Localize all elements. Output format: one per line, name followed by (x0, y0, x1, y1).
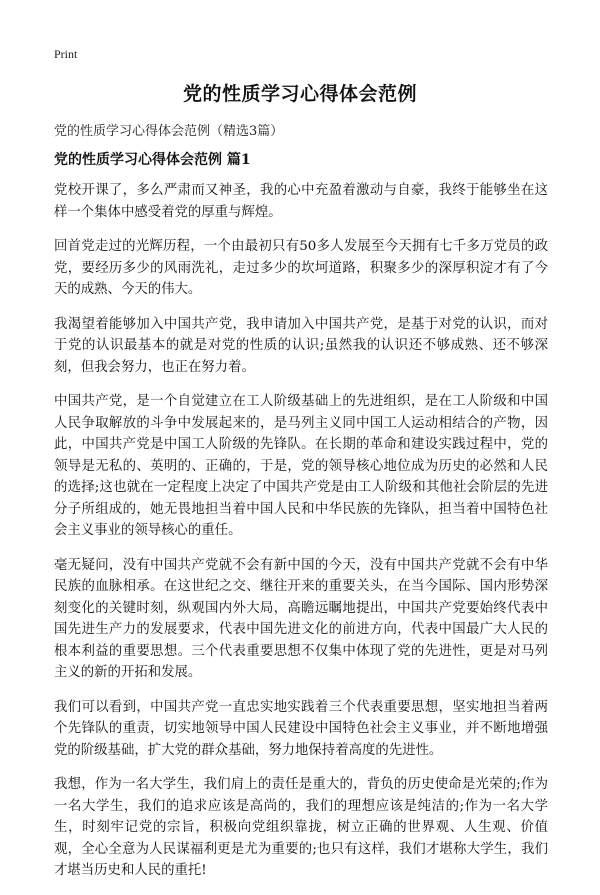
paragraph: 回首党走过的光辉历程，一个由最初只有50多人发展至今天拥有七千多万党员的政党，要经历多少的风雨洗礼，走过多少的坎坷道路，积聚多少的深厚积淀才有了今天的成熟、今天的伟大。 (54, 239, 548, 297)
paragraph: 中国共产党，是一个自觉建立在工人阶级基础上的先进组织，是在工人阶级和中国人民争取解放的斗争中发展起来的，是马列主义同中国工人运动相结合的产物，因此，中国共产党是中国工人阶级的先锋队。在长期的革命和建设实践过程中，党的领导是无私的、英明的、正确的，于是，党的领导核心地位成为历史的必然和人民的选择;这也就在一定程度上决定了中国共产党是由工人阶级和其他社会阶层的先进分子所组成的，她无畏地担当着中国人民和中华民族的先锋队，担当着中国特色社会主义事业的领导核心的重任。 (54, 394, 548, 538)
page-title: 党的性质学习心得体会范例 (182, 83, 417, 105)
paragraph: 我渴望着能够加入中国共产党，我申请加入中国共产党，是基于对党的认识，而对于党的认识最基本的就是对党的性质的认识;虽然我的认识还不够成熟、还不够深刻，但我会努力，也正在努力着。 (54, 316, 548, 375)
article-body (54, 180, 548, 895)
paragraph: 毫无疑问，没有中国共产党就不会有新中国的今天，没有中国共产党就不会有中华民族的血脉相承。在这世纪之交、继往开来的重要关头，在当今国际、国内形势深刻变化的关键时刻，纵观国内外大局，高瞻远瞩地提出，中国共产党要始终代表中国先进生产力的发展要求，代表中国先进文化的前进方向，代表中国最广大人民的根本利益的重要思想。三个代表重要思想不仅集中体现了党的先进性，更是对马列主义的新的开拓和发展。 (54, 557, 548, 680)
paragraph: 党校开课了，多么严肃而又神圣，我的心中充盈着激动与自豪，我终于能够坐在这样一个集体中感受着党的厚重与辉煌。 (54, 183, 548, 220)
paragraph: 我想，作为一名大学生，我们肩上的责任是重大的，背负的历史使命是光荣的;作为一名大学生，我们的追求应该是高尚的，我们的理想应该是纯洁的;作为一名大学生，时刻牢记党的宗旨，积极向党组织靠拢，树立正确的世界观、人生观、价值观，全心全意为人民谋福利更是尤为重要的;也只有这样，我们才堪称大学生，我们才堪当历史和人民的重托! (54, 777, 548, 878)
print-link[interactable]: Print (54, 47, 78, 61)
paragraph: 我们可以看到，中国共产党一直忠实地实践着三个代表重要思想，坚实地担当着两个先锋队的重责，切实地领导中国人民建设中国特色社会主义事业，并不断地增强党的阶级基础，扩大党的群众基础，努力地保持着高度的先进性。 (54, 699, 548, 758)
section-heading: 党的性质学习心得体会范例 篇1 (54, 152, 251, 168)
article-subtitle: 党的性质学习心得体会范例（精选3篇） (54, 124, 284, 139)
